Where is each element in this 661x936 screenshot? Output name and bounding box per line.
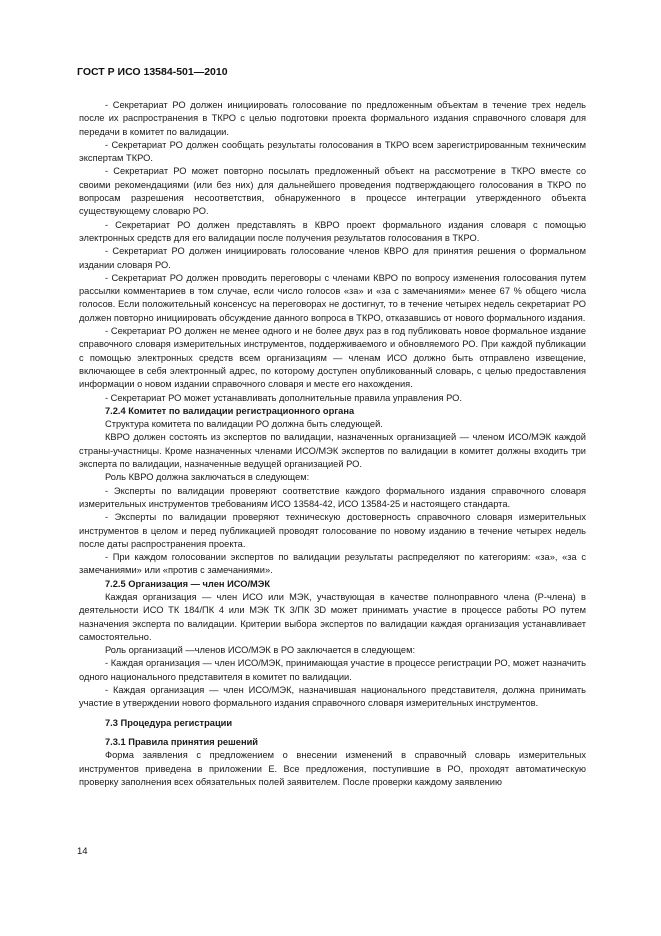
paragraph: - Секретариат РО должен инициировать голосование по предложенным объектам в течение трех недель после их распространения в ТКРО с целью подготовки проекта формального издания справочного словаря для передачи в комитет по валидации. <box>79 100 586 137</box>
paragraph: - Каждая организация — член ИСО/МЭК, назначившая национального представителя, должна принимать участие в утверждении нового формального издания справочного словаря измерительных инструментов. <box>79 685 586 709</box>
paragraph: - Секретариат РО должен сообщать результаты голосования в ТКРО всем зарегистрированным техническим экспертам ТКРО. <box>79 139 586 164</box>
paragraph: Каждая организация — член ИСО или МЭК, участвующая в качестве полноправного члена (Р-члена) в деятельности ИСО ТК 184/ПК 4 или МЭК ТК 3/ПК 3D может принимать участие в процессе работы РО путем назначения эксперта по валидации. Критерии выбора экспертов по валидации каждая организация устанавливает самостоятельно. <box>79 591 586 642</box>
paragraph: - Секретариат РО должен не менее одного и не более двух раз в год публиковать новое формальное издание справочного словаря измерительных инструментов, поддерживаемого и обновляемого РО. При каждой публикации с помощью электронных средств всем организациям — членам ИСО должно быть отправлено извещение, включающее в себя электронный адрес, по которому доступен опубликованный словарь, с целью предоставления информации о новом издании справочного словаря и месте его нахождения. <box>79 326 586 390</box>
paragraph: Роль организаций —членов ИСО/МЭК в РО заключается в следующем: <box>105 645 416 656</box>
paragraph: - Секретариат РО может повторно посылать предложенный объект на рассмотрение в ТКРО вместе со своими рекомендациями (или без них) для дальнейшего проведения подтверждающего голосования в ТКРО по вопросам разрешения несоответствия, обнаруженного в процессе интеграции утвержденного объекта существующему словарю РО. <box>79 166 586 217</box>
paragraph: - Каждая организация — член ИСО/МЭК, принимающая участие в процессе регистрации РО, может назначить одного национального представителя в комитет по валидации. <box>79 658 586 682</box>
paragraph: Роль КВРО должна заключаться в следующем: <box>105 472 310 483</box>
paragraph: - Эксперты по валидации проверяют соответствие каждого формального издания справочного словаря измерительных инструментов требованиям ИСО 13584-42, ИСО 13584-25 и настоящего стандарта. <box>79 485 586 509</box>
section-heading-7-2-4: 7.2.4 Комитет по валидации регистрационного органа <box>105 405 355 416</box>
section-heading-7-3-1: 7.3.1 Правила принятия решений <box>105 736 259 747</box>
document-body <box>79 99 586 789</box>
section-heading-7-3: 7.3 Процедура регистрации <box>105 717 233 728</box>
document-header: ГОСТ Р ИСО 13584-501—2010 <box>77 66 228 78</box>
paragraph: Форма заявления с предложением о внесении изменений в справочный словарь измерительных инструментов приведена в приложении Е. Все предложения, поступившие в РО, проходят автоматическую проверку заполнения всех обязательных полей заявителем. После проверки каждому заявлению <box>79 750 586 787</box>
paragraph: - Секретариат РО должен инициировать голосование членов КВРО для принятия решения о формальном издании словаря РО. <box>79 246 586 270</box>
paragraph: - Секретариат РО должен проводить переговоры с членами КВРО по вопросу изменения голосования путем рассылки комментариев в том случае, если число голосов «за» и «за с замечаниями» менее 67 % общего числа голосов. Если положительный консенсус на переговорах не достигнут, то в течение четырех недель секретариат РО должен повторно инициировать обсуждение данного вопроса в ТКРО, отказавшись от нового формального издания. <box>79 272 586 323</box>
paragraph: Структура комитета по валидации РО должна быть следующей. <box>105 419 383 430</box>
paragraph: - Эксперты по валидации проверяют техническую достоверность справочного словаря измерительных инструментов в целом и перед публикацией проводят голосование по новому изданию в течение четырех недель после даты распространения проекта. <box>79 512 586 549</box>
paragraph: КВРО должен состоять из экспертов по валидации, назначенных организацией — членом ИСО/МЭК каждой страны-участницы. Кроме назначенных членами ИСО/МЭК экспертов по валидации в комитет должны входить три эксперта по валидации, назначенные ведущей организацией РО. <box>79 432 586 470</box>
page-number: 14 <box>77 846 88 857</box>
paragraph: - При каждом голосовании экспертов по валидации результаты распределяют по категориям: «за», «за с замечаниями» или «против с замечаниями». <box>79 552 586 576</box>
section-heading-7-2-5: 7.2.5 Организация — член ИСО/МЭК <box>105 578 271 589</box>
paragraph: - Секретариат РО должен представлять в КВРО проект формального издания словаря с помощью электронных средств для его валидации после получения результатов голосования в ТКРО. <box>79 219 586 243</box>
paragraph: - Секретариат РО может устанавливать дополнительные правила управления РО. <box>105 392 462 403</box>
